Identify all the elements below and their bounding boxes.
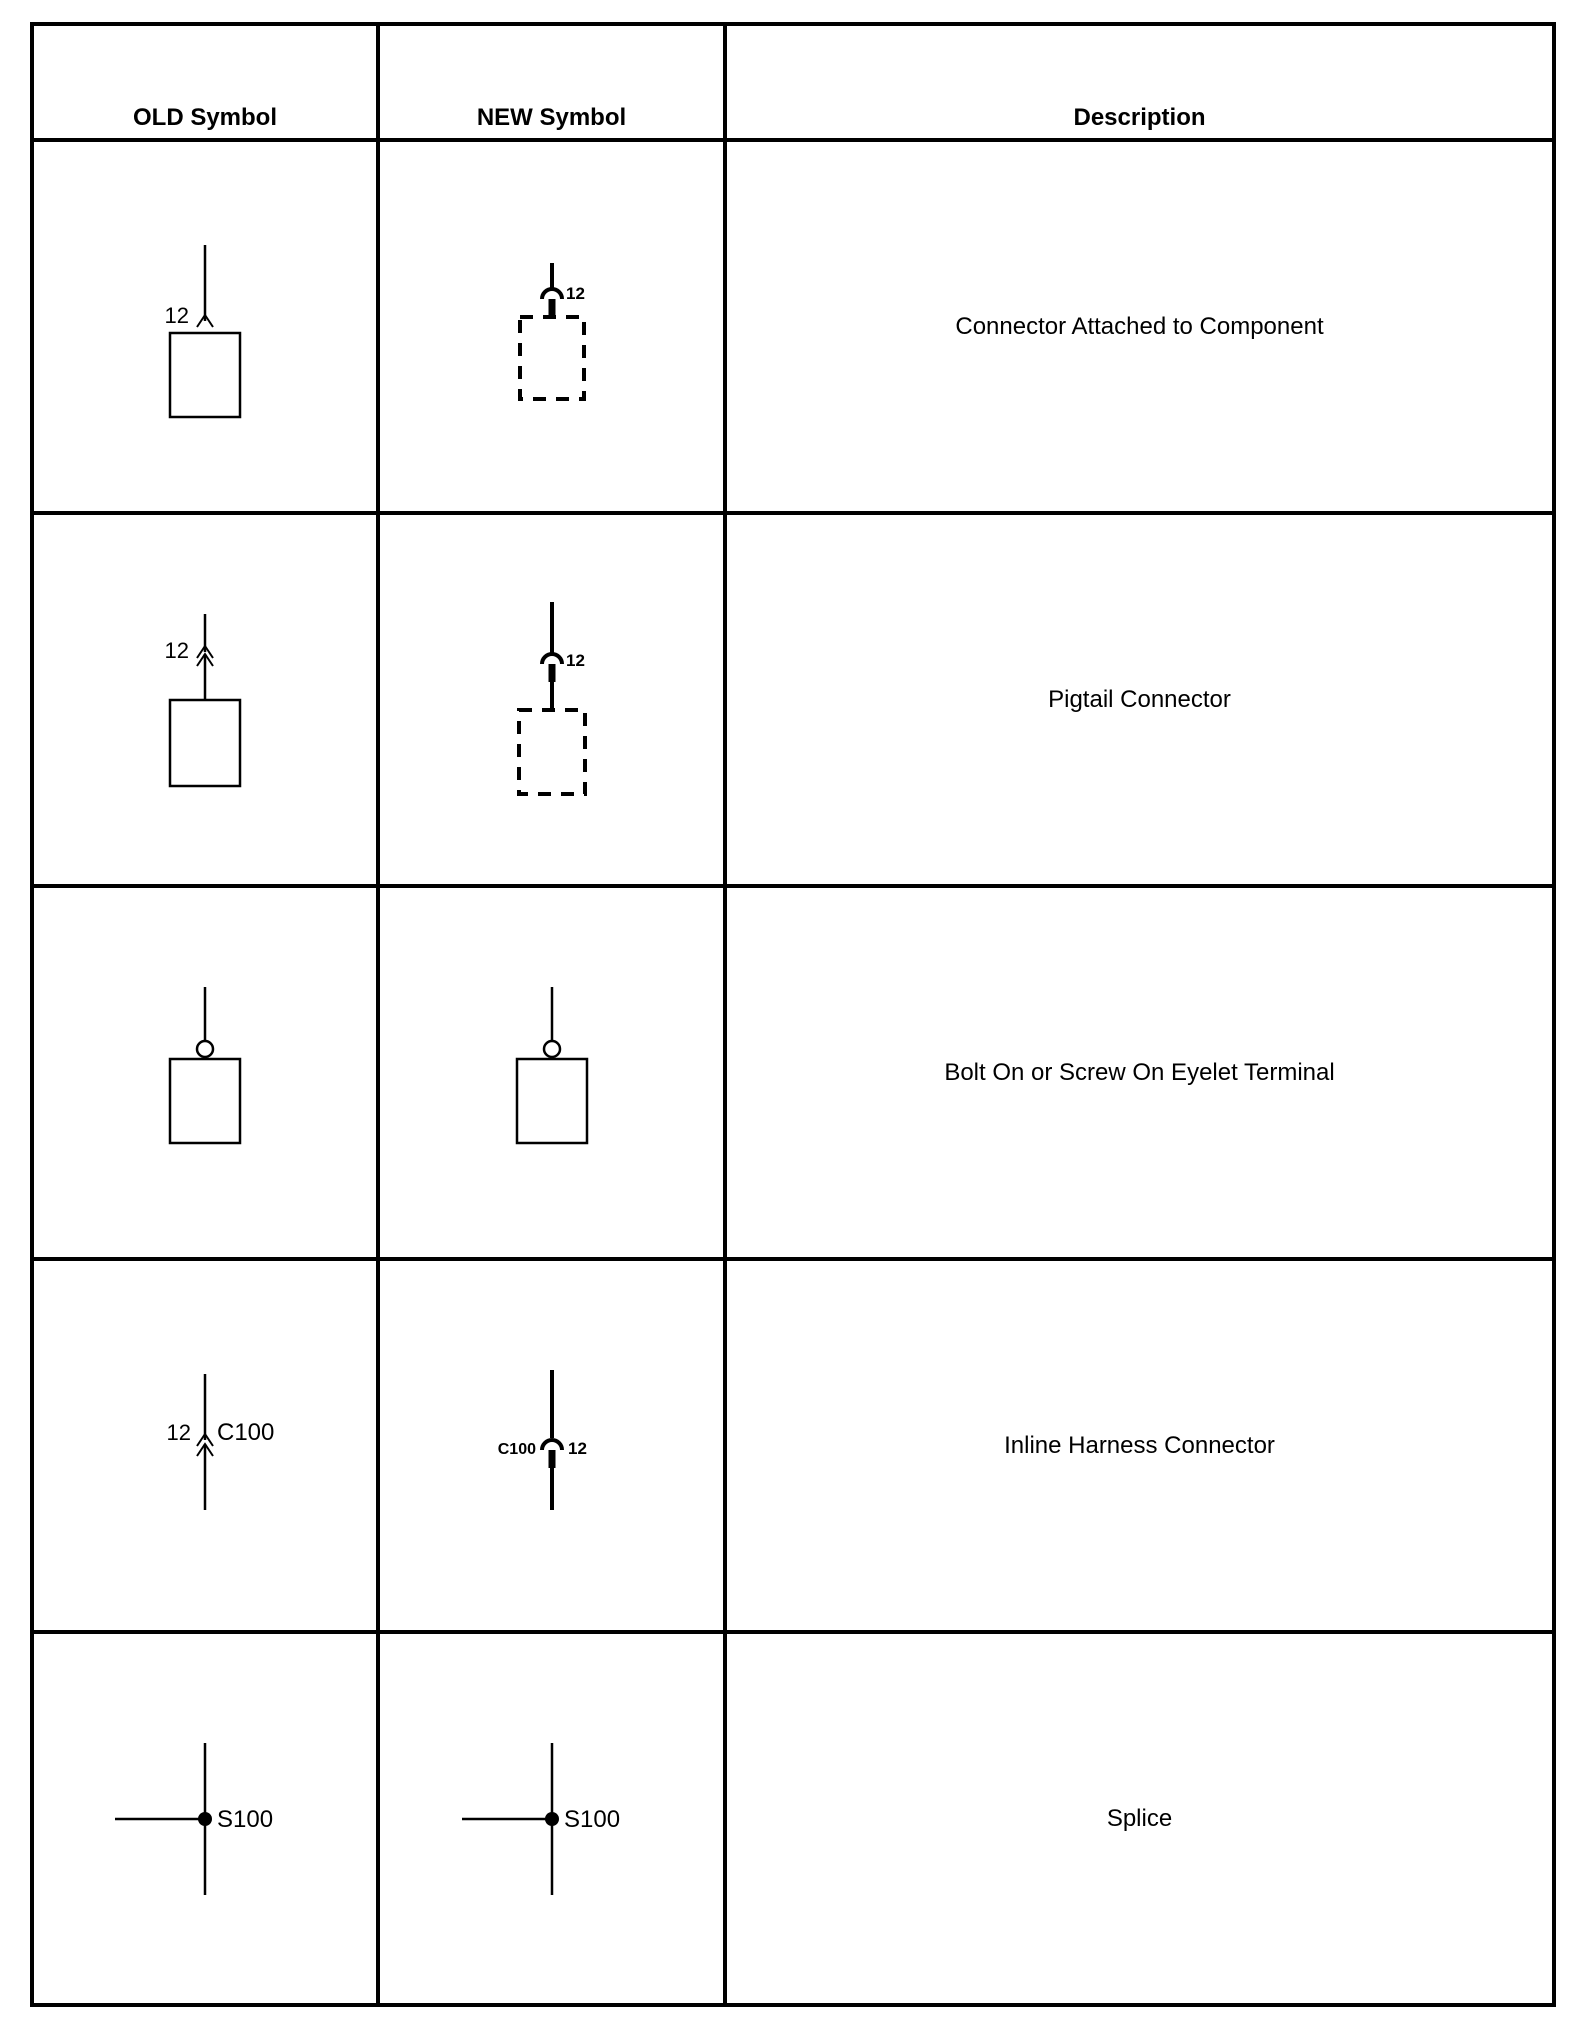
old-symbol-cell <box>32 140 378 513</box>
old-symbol-cell <box>32 513 378 886</box>
header-new-symbol: NEW Symbol <box>378 24 725 140</box>
component-box <box>517 1059 587 1143</box>
table-row <box>32 1259 1554 1632</box>
description-cell: Pigtail Connector <box>725 513 1554 886</box>
table-row <box>32 886 1554 1259</box>
table-row <box>32 1632 1554 2005</box>
component-box <box>170 333 240 417</box>
new-symbol-cell <box>378 1632 725 2005</box>
table-row <box>32 140 1554 513</box>
new-inline-connector-symbol <box>452 1346 652 1546</box>
symbol-table <box>30 22 1556 2007</box>
description-cell: Inline Harness Connector <box>725 1259 1554 1632</box>
splice-dot <box>198 1812 212 1826</box>
old-inline-connector-symbol <box>105 1346 305 1546</box>
header-old-symbol: OLD Symbol <box>32 24 378 140</box>
pin-number-label: 12 <box>565 650 585 670</box>
pin-number-label: 12 <box>567 1438 587 1458</box>
new-symbol-cell <box>378 513 725 886</box>
new-pigtail-symbol <box>452 600 652 800</box>
description-cell: Connector Attached to Component <box>725 140 1554 513</box>
new-symbol-cell <box>378 886 725 1259</box>
splice-id-label: S100 <box>217 1805 274 1833</box>
connector-arc <box>542 654 562 664</box>
old-symbol-cell <box>32 1259 378 1632</box>
component-box-dashed <box>519 710 585 794</box>
header-description: Description <box>725 24 1554 140</box>
new-splice-symbol <box>432 1719 672 1919</box>
table-header-row <box>32 24 1554 140</box>
connector-arc <box>542 289 562 299</box>
new-connector-attached-symbol <box>452 227 652 427</box>
old-eyelet-terminal-symbol <box>105 973 305 1173</box>
pin-number-label: 12 <box>164 637 189 663</box>
component-box <box>170 700 240 786</box>
connector-id-label: C100 <box>497 1440 536 1458</box>
new-eyelet-terminal-symbol <box>452 973 652 1173</box>
table-row <box>32 513 1554 886</box>
symbol-reference-sheet <box>30 22 1552 2006</box>
old-symbol-cell <box>32 886 378 1259</box>
pin-number-label: 12 <box>164 302 189 328</box>
old-symbol-cell <box>32 1632 378 2005</box>
description-cell: Bolt On or Screw On Eyelet Terminal <box>725 886 1554 1259</box>
old-connector-attached-symbol <box>105 227 305 427</box>
connector-arc <box>542 1440 562 1450</box>
connector-id-label: C100 <box>217 1418 275 1446</box>
component-box <box>170 1059 240 1143</box>
new-symbol-cell <box>378 140 725 513</box>
eyelet-ring <box>197 1041 213 1057</box>
splice-dot <box>545 1812 559 1826</box>
description-cell: Splice <box>725 1632 1554 2005</box>
pin-number-label: 12 <box>166 1419 191 1445</box>
eyelet-ring <box>544 1041 560 1057</box>
splice-id-label: S100 <box>563 1805 620 1833</box>
component-box-dashed <box>520 317 584 399</box>
new-symbol-cell <box>378 1259 725 1632</box>
old-splice-symbol <box>85 1719 325 1919</box>
old-pigtail-symbol <box>105 600 305 800</box>
pin-number-label: 12 <box>565 283 585 303</box>
